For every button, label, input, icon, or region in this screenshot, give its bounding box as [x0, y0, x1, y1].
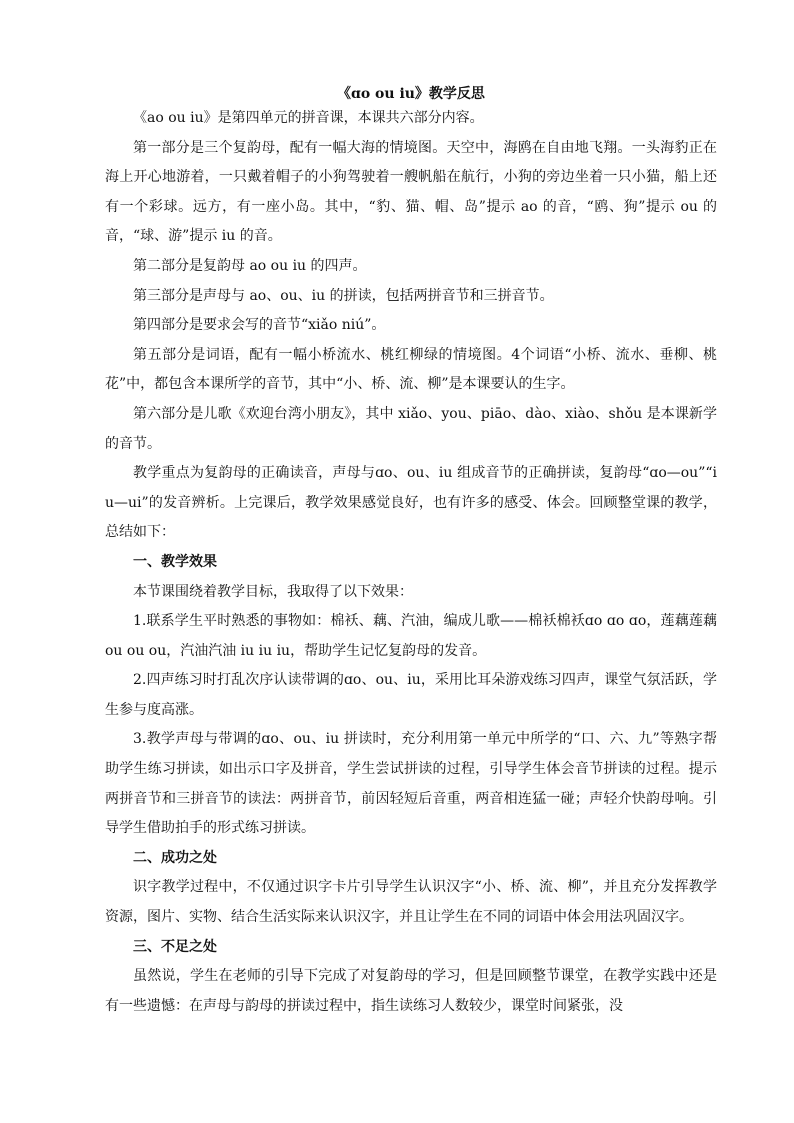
- teaching-effect-item-2: 2.四声练习时打乱次序认读带调的ɑo、ou、iu，采用比耳朵游戏练习四声，课堂气氛活跃，学生参与度高涨。: [105, 672, 717, 718]
- part-six-paragraph: 第六部分是儿歌《欢迎台湾小朋友》，其中 xiǎo、you、piāo、dào、xiào、shǒu 是本课新学的音节。: [105, 405, 717, 452]
- part-five-paragraph: 第五部分是词语，配有一幅小桥流水、桃红柳绿的情境图。4个词语“小桥、流水、垂柳、桃花”中，都包含本课所学的音节，其中“小、桥、流、柳”是本课要认的生字。: [105, 346, 717, 393]
- document-body: [105, 84, 717, 1021]
- section-heading-teaching-effect: 一、教学效果: [133, 553, 217, 570]
- shortcomings-paragraph: 虽然说，学生在老师的引导下完成了对复韵母的学习，但是回顾整节课堂，在教学实践中还是有一些遗憾：在声母与韵母的拼读过程中，指生读练习人数较少，课堂时间紧张，没: [105, 968, 717, 1014]
- part-three-paragraph: 第三部分是声母与 ao、ou、iu 的拼读，包括两拼音节和三拼音节。: [133, 287, 554, 304]
- section-heading-shortcomings: 三、不足之处: [133, 938, 217, 955]
- part-four-paragraph: 第四部分是要求会写的音节“xiǎo niú”。: [133, 317, 386, 334]
- intro-paragraph: 《ao ou iu》是第四单元的拼音课，本课共六部分内容。: [133, 110, 484, 126]
- section-heading-success: 二、成功之处: [133, 849, 217, 866]
- teaching-focus-paragraph: 教学重点为复韵母的正确读音，声母与ɑo、ou、iu 组成音节的正确拼读，复韵母“ɑo—ou”“iu—ui”的发音辨析。上完课后，教学效果感觉良好，也有许多的感受、体会。回顾整堂课的教学，总结如下：: [105, 465, 717, 541]
- part-two-paragraph: 第二部分是复韵母 ao ou iu 的四声。: [133, 257, 367, 274]
- teaching-effect-intro: 本节课围绕着教学目标，我取得了以下效果：: [133, 583, 413, 600]
- teaching-effect-item-3: 3.教学声母与带调的ɑo、ou、iu 拼读时，充分利用第一单元中所学的“口、六、九”等熟字帮助学生练习拼读，如出示口字及拼音，学生尝试拼读的过程，引导学生体会音节拼读的过程。提示两拼音节和三拼音节的读法：两拼音节，前因轻短后音重，两音相连猛一碰；声轻介快韵母响。引导学生借助拍手的形式练习拼读。: [105, 731, 717, 837]
- success-paragraph: 识字教学过程中，不仅通过识字卡片引导学生认识汉字“小、桥、流、柳”，并且充分发挥教学资源，图片、实物、结合生活实际来认识汉字，并且让学生在不同的词语中体会用法巩固汉字。: [105, 879, 717, 926]
- document-title: 《ɑo ou iu》教学反思: [337, 86, 485, 102]
- part-one-paragraph: 第一部分是三个复韵母，配有一幅大海的情境图。天空中，海鸥在自由地飞翔。一头海豹正在海上开心地游着，一只戴着帽子的小狗驾驶着一艘帆船在航行，小狗的旁边坐着一只小猫，船上还有一个彩球。远方，有一座小岛。其中，“豹、猫、帽、岛”提示 ao 的音，“鸥、狗”提示 ou 的音，“球、游”提示 iu 的音。: [105, 139, 717, 245]
- teaching-effect-item-1: 1.联系学生平时熟悉的事物如：棉袄、藕、汽油，编成儿歌——棉袄棉袄ɑo ɑo ɑo，莲藕莲藕 ou ou ou，汽油汽油 iu iu iu，帮助学生记忆复韵母的发音。: [105, 613, 717, 659]
